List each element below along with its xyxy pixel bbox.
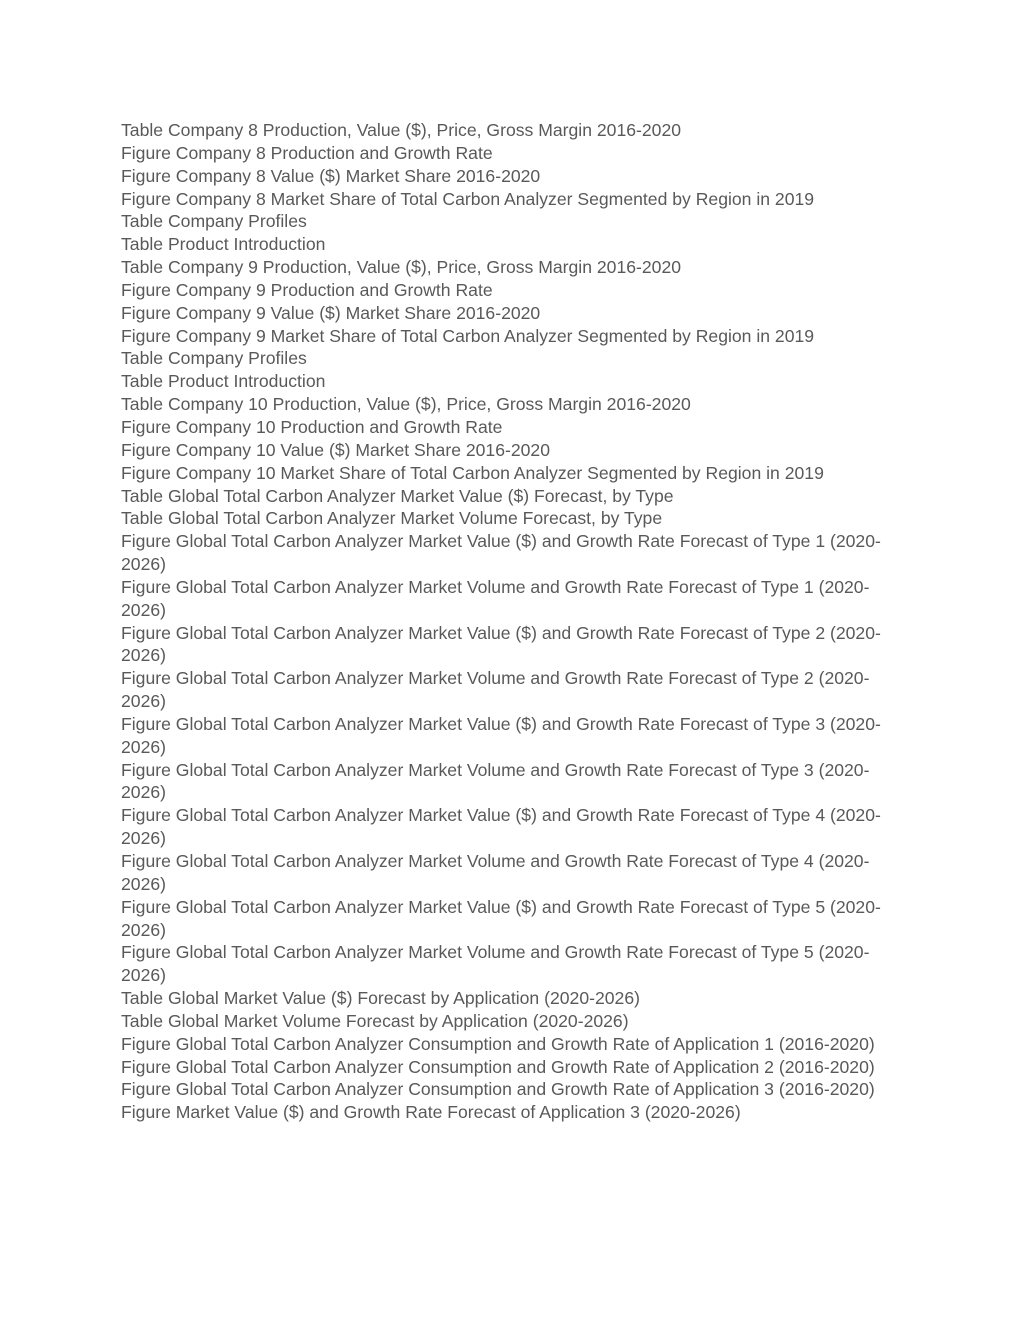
list-item: Figure Global Total Carbon Analyzer Market Volume and Growth Rate Forecast of Type 1 (2020-2026) [121,576,870,620]
list-item: Table Global Total Carbon Analyzer Market Volume Forecast, by Type [121,508,663,529]
list-item: Figure Global Total Carbon Analyzer Market Value ($) and Growth Rate Forecast of Type 1 (2020-2026) [121,531,881,575]
list-item: Figure Global Total Carbon Analyzer Consumption and Growth Rate of Application 1 (2016-2020) [121,1033,875,1054]
list-item: Table Company Profiles [121,348,307,369]
list-item: Table Company 8 Production, Value ($), Price, Gross Margin 2016-2020 [121,120,682,140]
list-item: Figure Global Total Carbon Analyzer Market Value ($) and Growth Rate Forecast of Type 3 (2020-2026) [121,713,881,757]
list-item: Figure Global Total Carbon Analyzer Market Value ($) and Growth Rate Forecast of Type 5 (2020-2026) [121,896,881,940]
list-item: Figure Company 10 Market Share of Total Carbon Analyzer Segmented by Region in 2019 [121,462,824,483]
list-item: Table Global Market Value ($) Forecast by Application (2020-2026) [121,988,640,1009]
list-item: Figure Global Total Carbon Analyzer Market Value ($) and Growth Rate Forecast of Type 2 (2020-2026) [121,622,881,666]
list-item: Figure Global Total Carbon Analyzer Market Value ($) and Growth Rate Forecast of Type 4 (2020-2026) [121,805,881,849]
list-item: Table Product Introduction [121,371,326,392]
list-item: Figure Global Total Carbon Analyzer Market Volume and Growth Rate Forecast of Type 3 (2020-2026) [121,759,870,803]
list-item: Figure Company 9 Production and Growth Rate [121,279,493,300]
list-item: Table Global Market Volume Forecast by Application (2020-2026) [121,1010,629,1031]
list-item: Figure Company 10 Production and Growth Rate [121,416,503,437]
list-item: Figure Global Total Carbon Analyzer Market Volume and Growth Rate Forecast of Type 5 (2020-2026) [121,942,870,986]
list-item: Table Product Introduction [121,234,326,255]
list-item: Table Company 9 Production, Value ($), Price, Gross Margin 2016-2020 [121,257,682,278]
list-item: Figure Global Total Carbon Analyzer Market Volume and Growth Rate Forecast of Type 2 (2020-2026) [121,668,870,712]
list-item: Figure Company 8 Value ($) Market Share 2016-2020 [121,165,541,186]
list-of-tables-and-figures [121,119,881,1124]
list-item: Figure Global Total Carbon Analyzer Market Volume and Growth Rate Forecast of Type 4 (2020-2026) [121,851,870,894]
list-item: Figure Global Total Carbon Analyzer Consumption and Growth Rate of Application 3 (2016-2020) [121,1079,875,1100]
list-item: Figure Company 9 Market Share of Total Carbon Analyzer Segmented by Region in 2019 [121,325,815,346]
list-item: Figure Company 8 Production and Growth Rate [121,142,493,163]
list-item: Table Company Profiles [121,211,307,232]
list-item: Table Global Total Carbon Analyzer Market Value ($) Forecast, by Type [121,485,674,506]
list-item: Figure Company 8 Market Share of Total Carbon Analyzer Segmented by Region in 2019 [121,188,815,209]
list-item: Figure Global Total Carbon Analyzer Consumption and Growth Rate of Application 2 (2016-2020) [121,1056,875,1077]
list-item: Figure Market Value ($) and Growth Rate Forecast of Application 3 (2020-2026) [121,1102,741,1123]
list-item: Figure Company 9 Value ($) Market Share 2016-2020 [121,302,541,323]
list-item: Figure Company 10 Value ($) Market Share 2016-2020 [121,439,551,460]
list-item: Table Company 10 Production, Value ($), Price, Gross Margin 2016-2020 [121,394,691,415]
